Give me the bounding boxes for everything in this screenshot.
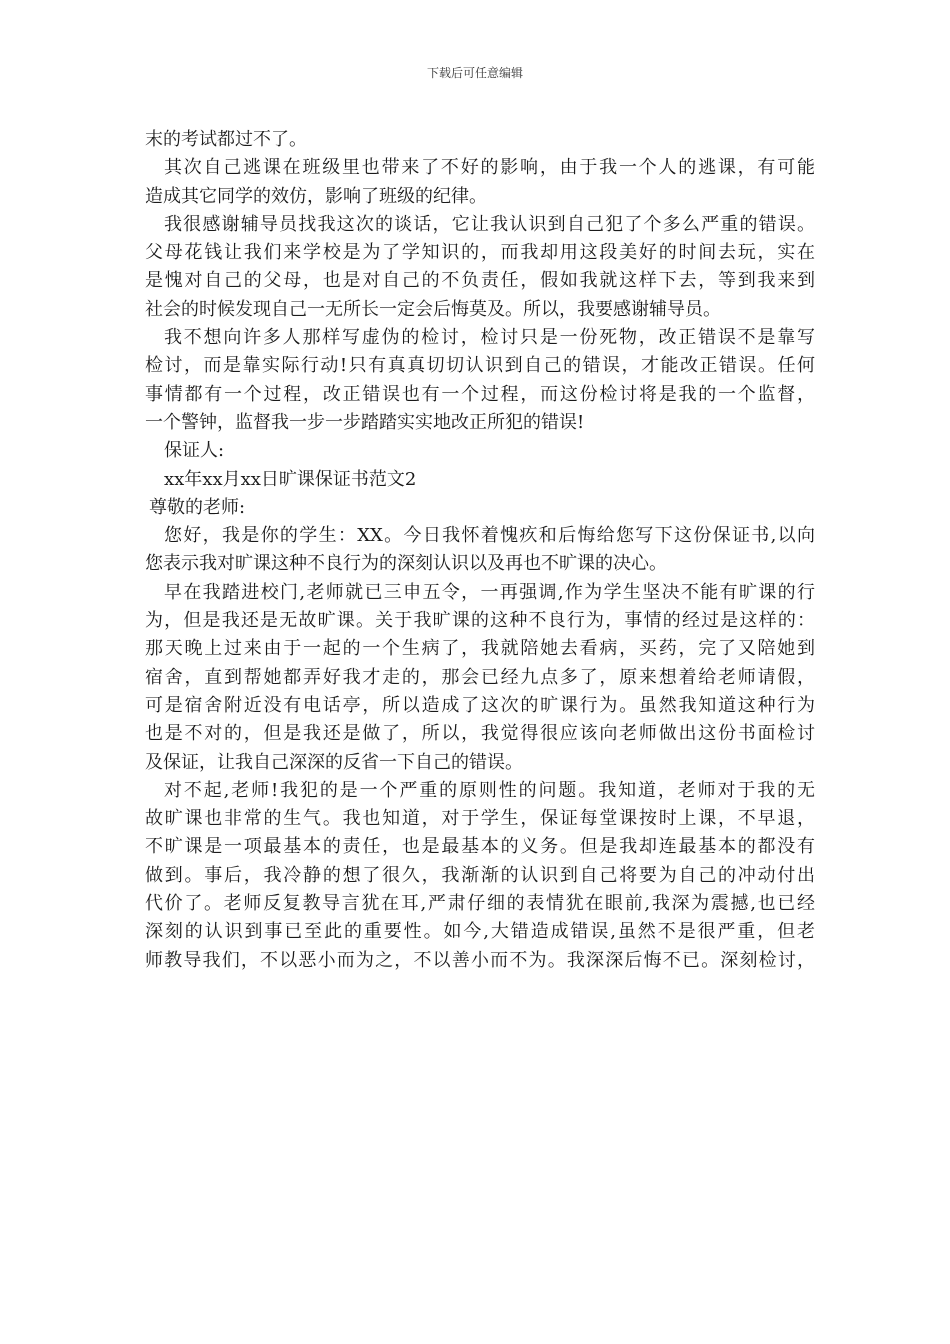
text-line: 父母花钱让我们来学校是为了学知识的，而我却用这段美好的时间去玩，实在 — [145, 242, 815, 264]
text-line: 是愧对自己的父母，也是对自己的不负责任，假如我就这样下去，等到我来到 — [145, 270, 815, 292]
text-line: xx年xx月xx日旷课保证书范文2 — [164, 468, 417, 490]
document-body — [145, 126, 815, 975]
text-line: 做到。事后，我冷静的想了很久，我渐渐的认识到自己将要为自己的冲动付出 — [145, 864, 815, 886]
text-line: 您好，我是你的学生：XX。今日我怀着愧疚和后悔给您写下这份保证书,以向 — [164, 525, 815, 547]
text-line: 一个警钟，监督我一步一步踏踏实实地改正所犯的错误! — [145, 411, 585, 433]
text-line: 我不想向许多人那样写虚伪的检讨，检讨只是一份死物，改正错误不是靠写 — [164, 327, 815, 349]
text-line: 为，但是我还是无故旷课。关于我旷课的这种不良行为，事情的经过是这样的： — [145, 610, 815, 632]
text-line: 及保证，让我自己深深的反省一下自己的错误。 — [145, 751, 523, 773]
text-line: 故旷课也非常的生气。我也知道，对于学生，保证每堂课按时上课，不早退， — [145, 808, 815, 830]
text-line: 代价了。老师反复教导言犹在耳,严肃仔细的表情犹在眼前,我深为震撼,也已经 — [145, 893, 815, 915]
text-line: 宿舍，直到帮她都弄好我才走的，那会已经九点多了，原来想着给老师请假， — [145, 666, 815, 688]
text-line: 深刻的认识到事已至此的重要性。如今,大错造成错误,虽然不是很严重，但老 — [145, 921, 815, 943]
text-line: 尊敬的老师: — [149, 496, 246, 518]
text-line: 也是不对的，但是我还是做了，所以，我觉得很应该向老师做出这份书面检讨 — [145, 723, 815, 745]
text-line: 可是宿舍附近没有电话亭，所以造成了这次的旷课行为。虽然我知道这种行为 — [145, 694, 815, 716]
text-line: 早在我踏进校门,老师就已三申五令，一再强调,作为学生坚决不能有旷课的行 — [164, 581, 815, 603]
text-line: 师教导我们，不以恶小而为之，不以善小而不为。我深深后悔不已。深刻检讨， — [145, 949, 815, 971]
text-line: 事情都有一个过程，改正错误也有一个过程，而这份检讨将是我的一个监督， — [145, 383, 815, 405]
text-line: 您表示我对旷课这种不良行为的深刻认识以及再也不旷课的决心。 — [145, 553, 667, 575]
text-line: 末的考试都过不了。 — [145, 129, 307, 150]
text-line: 保证人: — [164, 440, 225, 462]
page-header: 下载后可任意编辑 — [426, 66, 523, 80]
text-line: 社会的时候发现自己一无所长一定会后悔莫及。所以，我要感谢辅导员。 — [145, 298, 721, 320]
text-line: 检讨，而是靠实际行动!只有真真切切认识到自己的错误，才能改正错误。任何 — [145, 355, 815, 377]
text-line: 造成其它同学的效仿，影响了班级的纪律。 — [145, 185, 487, 207]
text-line: 不旷课是一项最基本的责任，也是最基本的义务。但是我却连最基本的都没有 — [145, 836, 815, 858]
text-line: 那天晚上过来由于一起的一个生病了，我就陪她去看病，买药，完了又陪她到 — [145, 638, 815, 660]
text-line: 其次自己逃课在班级里也带来了不好的影响，由于我一个人的逃课，有可能 — [164, 157, 815, 179]
text-line: 我很感谢辅导员找我这次的谈话，它让我认识到自己犯了个多么严重的错误。 — [164, 213, 815, 235]
text-line: 对不起,老师!我犯的是一个严重的原则性的问题。我知道，老师对于我的无 — [164, 779, 815, 801]
